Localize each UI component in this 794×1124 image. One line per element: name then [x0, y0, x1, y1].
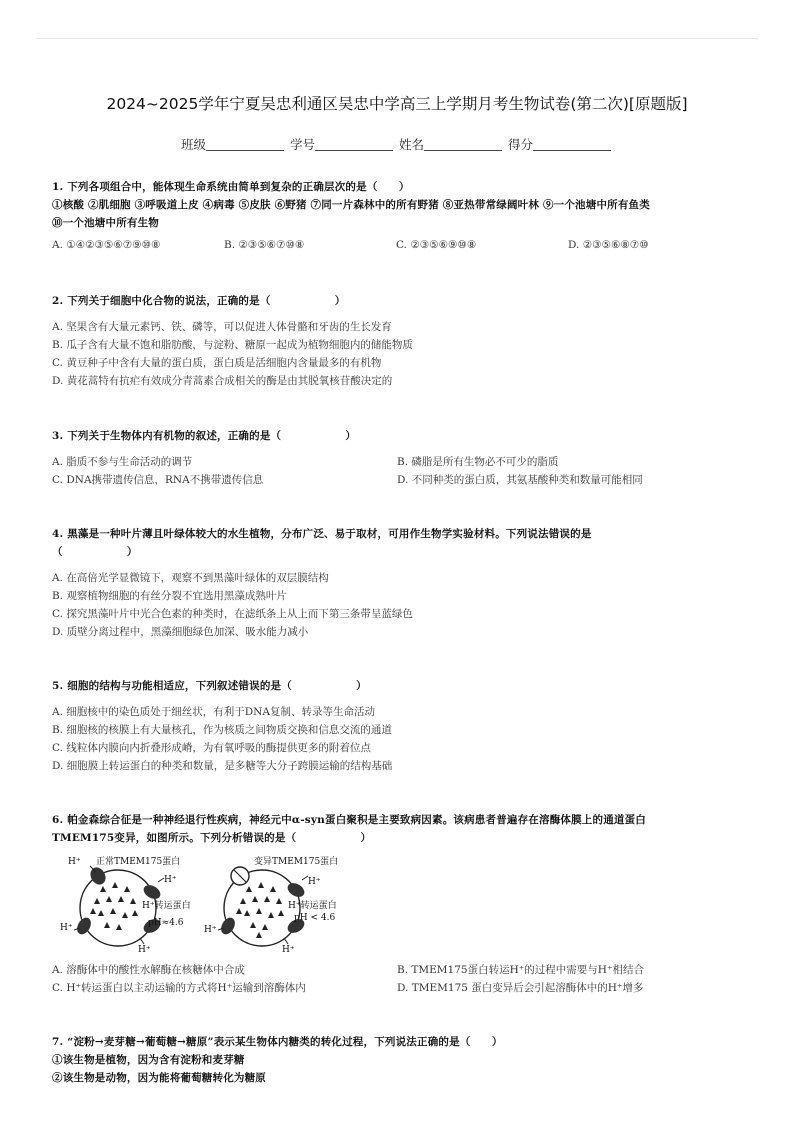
- mutant-protein-label: 变异TMEM175蛋白: [254, 857, 339, 867]
- option-b[interactable]: B. 细胞核的核膜上有大量核孔，作为核质之间物质交换和信息交流的通道: [52, 724, 392, 736]
- transport-protein-label: H⁺转运蛋白: [142, 901, 191, 911]
- score-label: 得分: [507, 137, 533, 152]
- question-2: [52, 292, 752, 390]
- option-c[interactable]: C. DNA携带遗传信息，RNA不携带遗传信息: [52, 474, 264, 486]
- student-info: [0, 135, 794, 153]
- h-plus-label: H⁺: [282, 945, 295, 955]
- question-5-stem: 5. 细胞的结构与功能相适应，下列叙述错误的是（ ）: [52, 680, 367, 692]
- question-1: [52, 178, 752, 254]
- option-b[interactable]: B. TMEM175蛋白转运H⁺的过程中需要与H⁺相结合: [397, 964, 645, 976]
- transport-protein-label: H⁺转运蛋白: [288, 901, 337, 911]
- option-d[interactable]: D. 黄花蒿特有抗疟有效成分青蒿素合成相关的酶是由其脱氧核苷酸决定的: [52, 375, 393, 387]
- question-4: [52, 525, 752, 641]
- h-plus-label: H⁺: [164, 875, 177, 885]
- question-3: [52, 427, 752, 489]
- h-plus-label: H⁺: [308, 877, 321, 887]
- question-1-stem-3: ⑩一个池塘中所有生物: [52, 217, 159, 229]
- option-b[interactable]: B. 观察植物细胞的有丝分裂不宜选用黑藻成熟叶片: [52, 590, 287, 602]
- name-label: 姓名: [398, 137, 424, 152]
- question-7: [52, 1033, 752, 1087]
- h-plus-label: H⁺: [138, 945, 151, 955]
- question-6-options: [52, 961, 752, 997]
- question-7-statement-2: ②该生物是动物，因为能将葡萄糖转化为糖原: [52, 1072, 266, 1084]
- lysosome-figure: [60, 852, 360, 956]
- class-label: 班级: [180, 137, 206, 152]
- normal-protein-label: 正常TMEM175蛋白: [96, 857, 181, 867]
- h-plus-label: H⁺: [68, 857, 81, 867]
- h-plus-label: H⁺: [60, 923, 73, 933]
- option-d[interactable]: D. TMEM175 蛋白变异后会引起溶酶体中的H⁺增多: [397, 982, 644, 994]
- option-c[interactable]: C. ②③⑤⑥⑨⑩⑧: [396, 239, 477, 251]
- question-3-stem: 3. 下列关于生物体内有机物的叙述，正确的是（ ）: [52, 430, 357, 442]
- ph-normal-label: pH≈4.6: [148, 918, 184, 928]
- option-c[interactable]: C. 探究黑藻叶片中光合色素的种类时，在滤纸条上从上而下第三条带呈蓝绿色: [52, 608, 413, 620]
- question-2-stem: 2. 下列关于细胞中化合物的说法，正确的是（ ）: [52, 295, 346, 307]
- option-c[interactable]: C. 黄豆种子中含有大量的蛋白质，蛋白质是活细胞内含量最多的有机物: [52, 357, 382, 369]
- question-4-stem-2: （ ）: [52, 546, 138, 558]
- option-b[interactable]: B. 磷脂是所有生物必不可少的脂质: [397, 456, 559, 468]
- option-b[interactable]: B. 瓜子含有大量不饱和脂肪酸，与淀粉、糖原一起成为植物细胞内的储能物质: [52, 339, 413, 351]
- number-label: 学号: [289, 137, 315, 152]
- option-d[interactable]: D. ②③⑤⑥⑧⑦⑩: [568, 239, 649, 251]
- question-6-stem-2: TMEM175变异，如图所示。下列分析错误的是（ ）: [52, 832, 372, 844]
- question-1-options: [52, 236, 752, 254]
- page-title: 2024~2025学年宁夏吴忠利通区吴忠中学高三上学期月考生物试卷(第二次)[原题版]: [106, 95, 688, 113]
- option-a[interactable]: A. ①④②③⑤⑥⑦⑨⑩⑧: [52, 239, 161, 251]
- option-d[interactable]: D. 质壁分离过程中，黑藻细胞绿色加深、吸水能力减小: [52, 626, 309, 638]
- question-1-stem: 1. 下列各项组合中，能体现生命系统由简单到复杂的正确层次的是（ ）: [52, 181, 410, 193]
- question-5: [52, 677, 752, 775]
- question-6-stem: 6. 帕金森综合征是一种神经退行性疾病，神经元中α-syn蛋白聚积是主要致病因素。该病患者普遍存在溶酶体膜上的通道蛋白: [52, 814, 646, 826]
- option-a[interactable]: A. 脂质不参与生命活动的调节: [52, 456, 193, 468]
- option-a[interactable]: A. 坚果含有大量元素钙、铁、磷等，可以促进人体骨骼和牙齿的生长发育: [52, 321, 392, 333]
- question-1-stem-2: ①核酸 ②肌细胞 ③呼吸道上皮 ④病毒 ⑤皮肤 ⑥野猪 ⑦同一片森林中的所有野猪 ⑧亚热带常绿阔叶林 ⑨一个池塘中所有鱼类: [52, 199, 650, 211]
- number-blank[interactable]: [315, 138, 393, 151]
- question-7-statement-1: ①该生物是植物，因为含有淀粉和麦芽糖: [52, 1054, 245, 1066]
- option-a[interactable]: A. 细胞核中的染色质处于细丝状，有利于DNA复制、转录等生命活动: [52, 706, 375, 718]
- option-b[interactable]: B. ②③⑤⑥⑦⑩⑧: [224, 239, 305, 251]
- header-rule: [36, 38, 758, 39]
- option-d[interactable]: D. 不同种类的蛋白质，其氨基酸种类和数量可能相同: [397, 474, 643, 486]
- option-c[interactable]: C. H⁺转运蛋白以主动运输的方式将H⁺运输到溶酶体内: [52, 982, 306, 994]
- question-6: [52, 811, 752, 847]
- option-c[interactable]: C. 线粒体内膜向内折叠形成嵴，为有氧呼吸的酶提供更多的附着位点: [52, 742, 371, 754]
- option-d[interactable]: D. 细胞膜上转运蛋白的种类和数量，是多糖等大分子跨膜运输的结构基础: [52, 760, 393, 772]
- name-blank[interactable]: [424, 138, 502, 151]
- option-a[interactable]: A. 溶酶体中的酸性水解酶在核糖体中合成: [52, 964, 245, 976]
- option-a[interactable]: A. 在高倍光学显微镜下，观察不到黑藻叶绿体的双层膜结构: [52, 572, 329, 584]
- h-plus-label: H⁺: [204, 925, 217, 935]
- question-4-stem: 4. 黑藻是一种叶片薄且叶绿体较大的水生植物，分布广泛、易于取材，可用作生物学实验材料。下列说法错误的是: [52, 528, 592, 540]
- question-3-options: [52, 453, 752, 489]
- ph-mutant-label: pH < 4.6: [294, 913, 336, 923]
- question-7-stem: 7. “淀粉→麦芽糖→葡萄糖→糖原”表示某生物体内糖类的转化过程，下列说法正确的是（ ）: [52, 1036, 503, 1048]
- class-blank[interactable]: [206, 138, 284, 151]
- score-blank[interactable]: [533, 138, 611, 151]
